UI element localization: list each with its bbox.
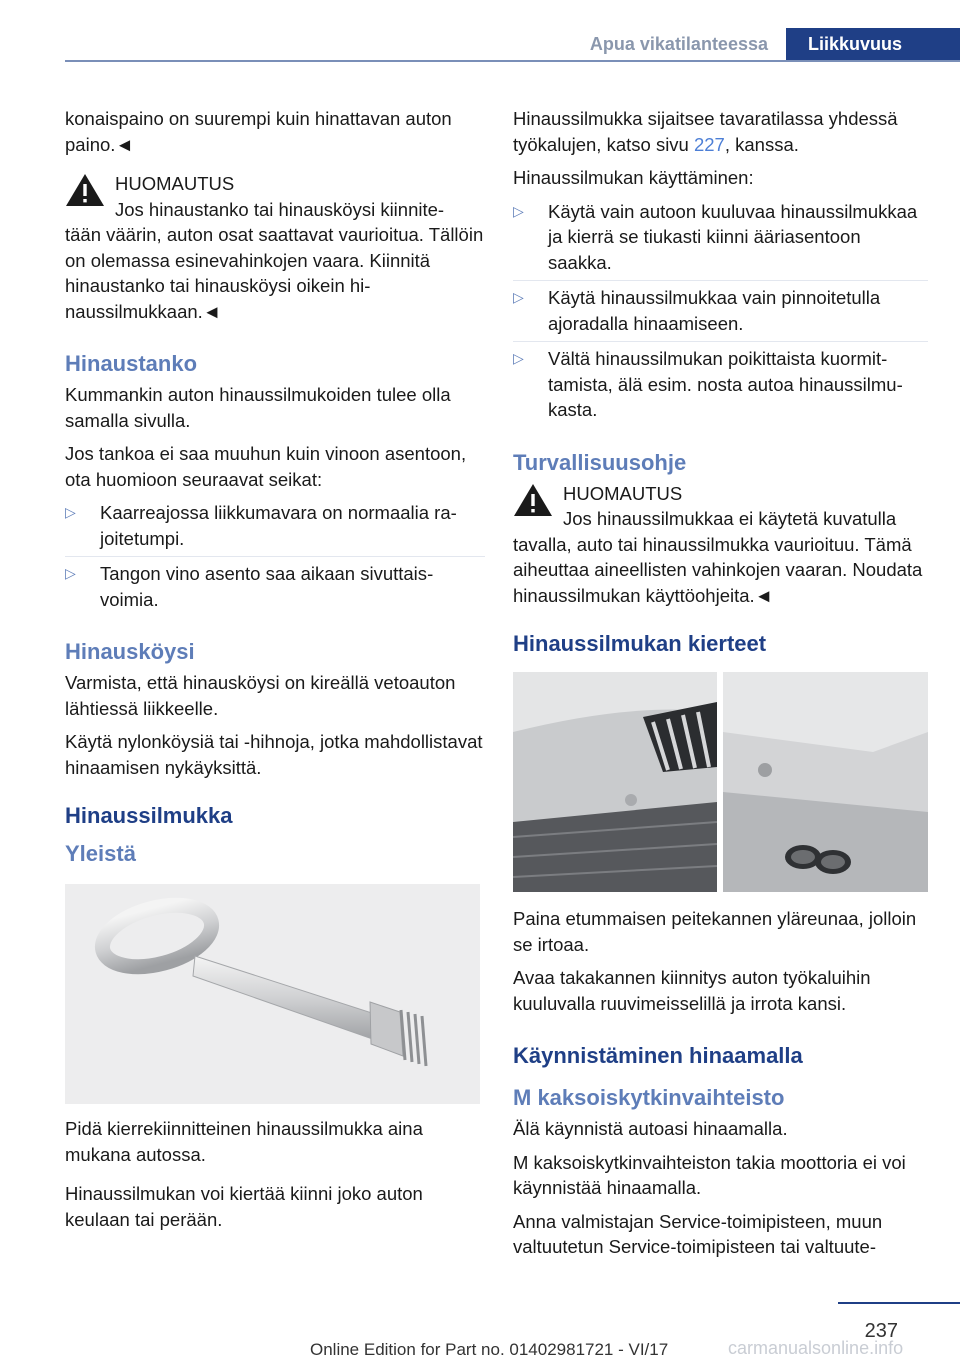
paragraph: Jos tankoa ei saa muuhun kuin vinoon asentoon, ota huomioon seuraavat seikat: bbox=[65, 443, 467, 490]
paragraph: Hinaussilmukka sijaitsee tavaratilassa yhdessä työkalujen, katso sivu 227, kanssa. bbox=[513, 108, 898, 155]
paragraph: Kummankin auton hinaussilmukoiden tulee olla samalla sivulla. bbox=[65, 384, 451, 431]
right-column bbox=[513, 106, 928, 1268]
list-item: ▷ Käytä vain autoon kuuluvaa hinaussilmukkaa ja kierrä se tiukasti kiinni ääriasentoon saakka. bbox=[513, 199, 928, 276]
footer-rule bbox=[838, 1302, 960, 1304]
warning-triangle-icon bbox=[65, 173, 105, 207]
paragraph: Pidä kierrekiinnitteinen hinaussilmukka aina mukana autossa. bbox=[65, 1118, 423, 1165]
list-item: ▷ Vältä hinaussilmukan poikittaista kuormittamista, älä esim. nosta autoa hinaussilmukasta. bbox=[513, 348, 903, 420]
towing-eye-illustration bbox=[65, 884, 480, 1104]
bumper-cover-image bbox=[513, 672, 928, 892]
warning-title: HUOMAUTUS bbox=[115, 173, 235, 194]
warning-first-line: Jos hinaussilmukkaa ei käytetä kuvatulla bbox=[563, 508, 897, 529]
heading-turvallisuusohje: Turvallisuusohje bbox=[513, 449, 687, 475]
paragraph: Varmista, että hinausköysi on kireällä vetoauton lähtiessä liikkeelle. bbox=[65, 672, 456, 719]
towing-eye-image bbox=[65, 884, 480, 1104]
paragraph: M kaksoiskytkinvaihteiston takia moottoria ei voi käynnistää hinaamalla. bbox=[513, 1151, 906, 1198]
bullet-list bbox=[65, 500, 485, 612]
triangle-bullet-icon: ▷ bbox=[513, 289, 524, 305]
footer-edition: Online Edition for Part no. 01402981721 - VI/17 bbox=[310, 1340, 669, 1359]
triangle-bullet-icon: ▷ bbox=[513, 202, 524, 219]
heading-hinauskoysi: Hinausköysi bbox=[65, 639, 195, 664]
paragraph: Hinaussilmukan käyttäminen: bbox=[513, 167, 754, 188]
watermark: carmanualsonline.info bbox=[728, 1338, 904, 1358]
warning-box bbox=[65, 171, 485, 324]
paragraph: Hinaussilmukan voi kiertää kiinni joko auton keulaan tai perään. bbox=[65, 1183, 423, 1230]
subheading-kaksoiskytkin: M kaksoiskytkinvaihteisto bbox=[513, 1085, 785, 1110]
warning-title: HUOMAUTUS bbox=[563, 482, 683, 504]
warning-body: tään väärin, auton osat saattavat vaurioitua. Tällöin on olemassa esinevahinkojen vaara. Kiinnitä hinaustanko tai hinausköysi oikein hinaussilmukkaan.◄ bbox=[65, 224, 484, 322]
warning-body: tavalla, auto tai hinaussilmukka vaurioituu. Tämä aiheuttaa aineellisten vahinkojen vaaran. Noudata hinaussilmukan käyttöohjeita.◄ bbox=[513, 533, 923, 606]
list-item: ▷ Tangon vino asento saa aikaan sivuttaisvoimia. bbox=[65, 563, 434, 610]
subheading-yleista: Yleistä bbox=[65, 841, 136, 866]
paragraph: Anna valmistajan Service-toimipisteen, muun valtuutetun Service-toimipisteen tai valtuute- bbox=[513, 1210, 883, 1257]
page-reference-link[interactable]: 227 bbox=[693, 133, 725, 155]
bullet-list bbox=[513, 199, 928, 423]
list-item: ▷ Käytä hinaussilmukkaa vain pinnoitetulla ajoradalla hinaamiseen. bbox=[513, 285, 928, 336]
left-column bbox=[65, 106, 485, 1240]
warning-first-line: Jos hinaustanko tai hinausköysi kiinnite- bbox=[115, 198, 445, 220]
page-number: 237 bbox=[864, 1320, 898, 1342]
header-chapter-label: Apua vikatilanteessa bbox=[589, 34, 768, 54]
triangle-bullet-icon: ▷ bbox=[65, 504, 76, 520]
intro-paragraph: konaispaino on suurempi kuin hinattavan auton paino.◄ bbox=[65, 108, 452, 155]
warning-box bbox=[513, 481, 928, 609]
header-rule bbox=[65, 60, 960, 62]
heading-hinaussilmukka: Hinaussilmukka bbox=[65, 803, 233, 828]
paragraph: Käytä nylonköysiä tai -hihnoja, jotka mahdollistavat hinaamisen nykäyksittä. bbox=[65, 731, 483, 778]
warning-triangle-icon bbox=[513, 483, 553, 517]
header-tabs bbox=[572, 28, 960, 60]
paragraph: Paina etummaisen peitekannen yläreunaa, jolloin se irtoaa. bbox=[513, 908, 917, 955]
front-bumper-photo bbox=[513, 672, 717, 892]
heading-hinaustanko: Hinaustanko bbox=[65, 351, 198, 376]
list-item: ▷ Kaarreajossa liikkumavara on normaalia rajoitetumpi. bbox=[65, 500, 485, 551]
paragraph: Älä käynnistä autoasi hinaamalla. bbox=[513, 1118, 788, 1139]
triangle-bullet-icon: ▷ bbox=[65, 565, 76, 581]
paragraph: Avaa takakannen kiinnitys auton työkaluihin kuuluvalla ruuvimeisselillä ja irrota kansi. bbox=[513, 967, 871, 1014]
heading-kaynnistaminen: Käynnistäminen hinaamalla bbox=[513, 1043, 803, 1068]
header-section-tab: Liikkuvuus bbox=[786, 28, 960, 60]
rear-bumper-photo bbox=[723, 672, 928, 892]
heading-kierteet: Hinaussilmukan kierteet bbox=[513, 631, 767, 656]
triangle-bullet-icon: ▷ bbox=[513, 350, 524, 366]
